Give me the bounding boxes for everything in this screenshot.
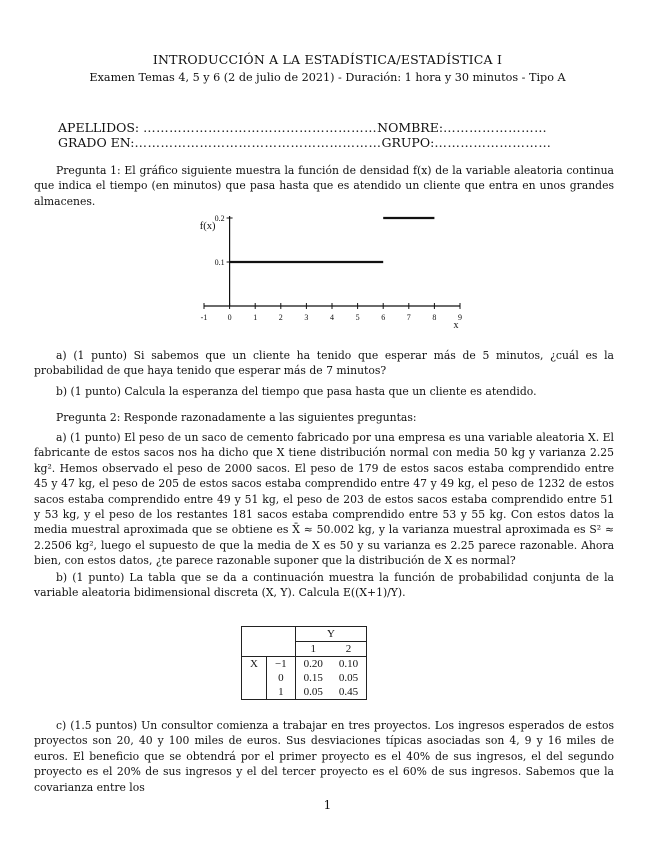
row-value: −1 — [266, 657, 295, 672]
q1-text: El gráfico siguiente muestra la función de densidad f(x) de la variable aleatoria continua que indica el tiempo (en minutos) que pasa hasta que es atendido un cliente que entra en unos grandes almacenes. — [34, 164, 614, 208]
row-value: 0 — [266, 671, 295, 685]
y-tick-label: 0.1 — [214, 258, 225, 267]
x-tick-label: 6 — [381, 313, 386, 322]
q1-a-text: a) (1 punto) Si sabemos que un cliente ha tenido que esperar más de 5 minutos, ¿cuál es la probabilidad de que haya tenido que esperar más de 7 minutos? — [34, 349, 614, 378]
x-tick-label: 8 — [432, 313, 437, 322]
q2-part-a — [34, 430, 614, 569]
apellidos-label: APELLIDOS: — [58, 120, 140, 135]
q2-part-b — [34, 570, 614, 601]
q2-a-text: a) (1 punto) El peso de un saco de cemento fabricado por una empresa es una variable aleatoria X. El fabricante de estos sacos nos ha dicho que X tiene distribución normal con media 50 kg y varianza 2.25 kg². Hemos observado el peso de 2000 sacos. El peso de 179 de estos sacos estaba comprendido entre 45 y 47 kg, el peso de 205 de estos sacos estaba comprendido entre 47 y 49 kg, el peso de 1232 de estos sacos estaba comprendido entre 49 y 51 kg, el peso de 203 de estos sacos estaba comprendido entre 51 y 53 kg, y el peso de los restantes 181 sacos estaba comprendido entre 53 y 55 kg. Con estos datos la media muestral aproximada que se obtiene es X̄ ≈ 50.002 kg, y la varianza muestral aproximada es S² ≈ 2.2506 kg², luego el supuesto de que la media de X es 50 y su varianza es 2.25 parece razonable. Ahora bien, con estos datos, ¿te parece razonable suponer que la distribución de X es normal? — [34, 431, 614, 568]
q1-intro — [34, 163, 614, 209]
table-cell: 0.10 — [331, 657, 367, 672]
q1-label: Pregunta 1: — [56, 164, 121, 177]
x-tick-label: 1 — [253, 313, 258, 322]
q2-label: Pregunta 2: — [56, 411, 121, 424]
q2-b-text: b) (1 punto) La tabla que se da a continuación muestra la función de probabilidad conjunta de la variable aleatoria bidimensional discreta (X, Y). Calcula E((X+1)/Y). — [34, 571, 614, 600]
joint-probability-table — [241, 626, 367, 700]
x-tick-label: 7 — [406, 313, 411, 322]
x-tick-label: 0 — [227, 313, 232, 322]
row-variable-label: X — [242, 657, 267, 672]
table-cell: 0.15 — [303, 672, 323, 684]
nombre-label: NOMBRE: — [377, 120, 444, 135]
col-variable-label: Y — [295, 627, 367, 642]
table-cell: 0.45 — [331, 685, 367, 700]
x-tick-label: 4 — [330, 313, 334, 322]
page-number: 1 — [323, 798, 332, 812]
row-value: 1 — [266, 685, 295, 700]
table-cell: 0.20 — [295, 657, 331, 672]
y-tick-label: 0.2 — [214, 214, 225, 223]
degree-group-line — [58, 135, 551, 150]
x-tick-label: 3 — [304, 313, 309, 322]
x-axis-label: x — [453, 320, 459, 331]
grado-blank: ………………………………………………… — [134, 135, 382, 150]
q1-b-text: b) (1 punto) Calcula la esperanza del tiempo que pasa hasta que un cliente es atendido. — [56, 385, 537, 398]
density-chart — [190, 208, 480, 333]
grupo-label: GRUPO: — [381, 135, 435, 150]
x-tick-label: 5 — [355, 313, 360, 322]
y-axis-label: f(x) — [199, 221, 216, 232]
q1-part-b — [34, 384, 614, 399]
surname-name-line — [58, 120, 547, 135]
grupo-blank: ……………………… — [434, 135, 552, 150]
q2-part-c — [34, 718, 614, 795]
col-value: 1 — [295, 642, 331, 657]
q2-intro — [34, 410, 614, 425]
exam-subtitle: Examen Temas 4, 5 y 6 (2 de julio de 2021) - Duración: 1 hora y 30 minutos - Tipo A — [89, 71, 566, 84]
table-cell: 0.05 — [295, 685, 331, 700]
table-cell: 0.05 — [331, 671, 367, 685]
apellidos-blank: ……………………………………………… — [143, 120, 378, 135]
x-tick-label: 2 — [278, 313, 283, 322]
x-tick-label: 9 — [458, 313, 462, 322]
q1-part-a — [34, 348, 614, 379]
q2-c-text: c) (1.5 puntos) Un consultor comienza a trabajar en tres proyectos. Los ingresos esperados de estos proyectos son 20, 40 y 100 miles de euros. Sus desviaciones típicas asociadas son 4, 9 y 16 miles de euros. El beneficio que se obtendrá por el primer proyecto es el 40% de sus ingresos, el del segundo proyecto es el 20% de sus ingresos y el del tercer proyecto es el 60% de sus ingresos. Sabemos que la covarianza entre los — [34, 719, 614, 794]
q2-intro-text: Responde razonadamente a las siguientes preguntas: — [123, 411, 417, 424]
col-value: 2 — [331, 642, 367, 657]
x-tick-label: -1 — [200, 313, 208, 322]
nombre-blank: …………………… — [443, 120, 548, 135]
grado-label: GRADO EN: — [58, 135, 135, 150]
exam-title: INTRODUCCIÓN A LA ESTADÍSTICA/ESTADÍSTICA I — [152, 52, 503, 67]
